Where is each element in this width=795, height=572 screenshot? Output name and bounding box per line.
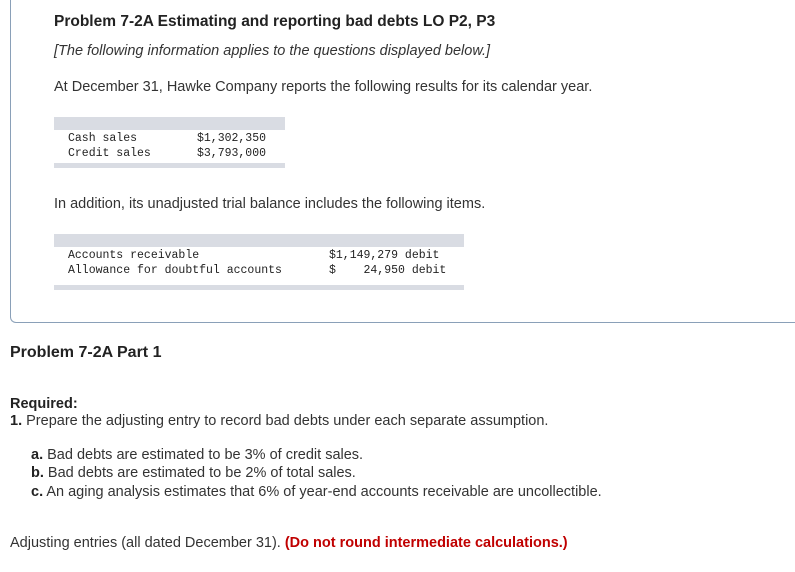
sales-row-label: Credit sales bbox=[68, 147, 151, 160]
rounding-warning: (Do not round intermediate calculations.) bbox=[284, 535, 568, 551]
assumption-text: Bad debts are estimated to be 3% of credit sales. bbox=[47, 447, 364, 463]
assumption-item bbox=[31, 465, 356, 481]
adjusting-entries-instruction bbox=[10, 535, 568, 551]
sales-row-value: $3,793,000 bbox=[197, 147, 267, 160]
requirement-body: Prepare the adjusting entry to record bad debts under each separate assumption. bbox=[26, 413, 549, 429]
required-label: Required: bbox=[10, 396, 78, 412]
sales-table bbox=[54, 117, 285, 168]
trial-row-label: Accounts receivable bbox=[68, 249, 200, 262]
info-note: [The following information applies to the questions displayed below.] bbox=[54, 43, 491, 59]
requirement-text bbox=[10, 413, 548, 429]
trial-row-value: $1,149,279 debit bbox=[329, 249, 440, 262]
part-title: Problem 7-2A Part 1 bbox=[10, 344, 162, 361]
assumption-letter: b. bbox=[31, 465, 44, 481]
trial-balance-intro: In addition, its unadjusted trial balance includes the following items. bbox=[54, 196, 486, 212]
assumption-letter: a. bbox=[31, 447, 44, 463]
sales-row-label: Cash sales bbox=[68, 132, 138, 145]
trial-row-label: Allowance for doubtful accounts bbox=[68, 264, 282, 277]
problem-title: Problem 7-2A Estimating and reporting bad debts LO P2, P3 bbox=[54, 13, 496, 30]
intro-text: At December 31, Hawke Company reports the following results for its calendar year. bbox=[54, 79, 593, 95]
assumption-item bbox=[31, 447, 363, 463]
adjusting-text: Adjusting entries (all dated December 31). bbox=[10, 535, 281, 551]
assumption-text: Bad debts are estimated to be 2% of total sales. bbox=[47, 465, 356, 481]
requirement-number: 1. bbox=[10, 413, 23, 429]
trial-balance-table bbox=[54, 234, 464, 290]
sales-row-value: $1,302,350 bbox=[197, 132, 267, 145]
trial-row-value: $ 24,950 debit bbox=[329, 264, 447, 277]
assumption-item bbox=[31, 484, 602, 500]
assumption-text: An aging analysis estimates that 6% of year-end accounts receivable are uncollectible. bbox=[46, 484, 602, 500]
assumption-letter: c. bbox=[31, 484, 44, 500]
